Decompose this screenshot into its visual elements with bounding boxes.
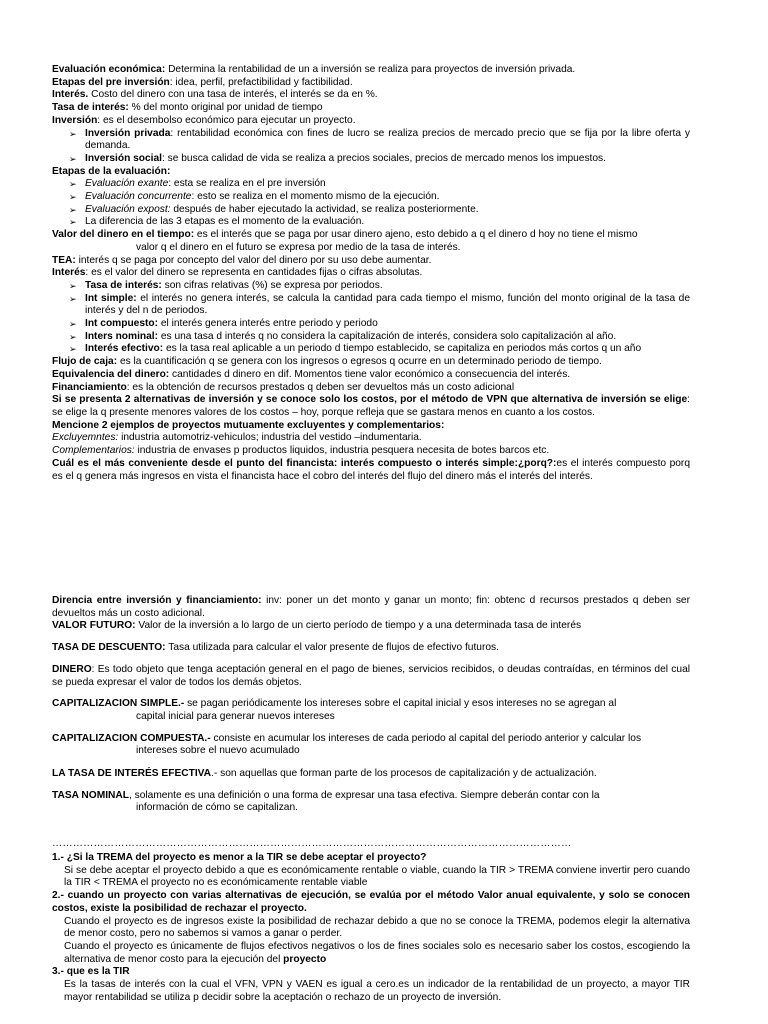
- bold-term: Cuál es el más conveniente desde el punto del financista: interés compuesto o interés simple:¿porq?:: [52, 457, 557, 469]
- arrow-bullet-icon: ➢: [69, 153, 77, 164]
- question: [52, 966, 690, 979]
- bold-term: Direncia entre inversión y financiamiento:: [52, 595, 262, 606]
- note-line: [52, 166, 690, 179]
- definition-text: Determina la rentabilidad de un a inversión se realiza para proyectos de inversión privada.: [165, 64, 576, 75]
- bullet-item: [52, 216, 690, 229]
- bold-term: Etapas del pre inversión: [52, 76, 170, 88]
- definition-text: Es la tasas de interés con la cual el VFN, VPN y VAEN es igual a cero.es un indicador de la rentabilidad de un proyecto, a mayor TIR mayor rentabilidad se utiliza p decidir sobre la aceptación o rechazo de un proyecto de inversión.: [64, 979, 690, 1003]
- definition-line: [52, 664, 690, 689]
- note-line: [52, 369, 690, 382]
- definition-line: [52, 768, 690, 781]
- note-line: [52, 89, 690, 102]
- definition-text: : rentabilidad económica con fines de lucro se realiza precios de mercado precio que se fija por la libre oferta y demanda.: [85, 127, 690, 152]
- definition-text: Cuando el proyecto es de ingresos existe la posibilidad de rechazar debido a que no se conoce la TREMA, podemos elegir la alternativa de menor costo, pero no sabemos si vamos a ganar o perder.: [64, 915, 690, 940]
- italic-term: Evaluación concurrente: [85, 191, 192, 203]
- bold-term: TASA NOMINAL: [52, 789, 129, 801]
- definition-text: : se busca calidad de vida se realiza a precios sociales, precios de mercado menos los impuestos.: [162, 152, 606, 164]
- definition-continuation: capital inicial para generar nuevos intereses: [136, 710, 335, 722]
- answer: [52, 916, 690, 941]
- notes-section-2: [52, 595, 690, 815]
- bold-term: Flujo de caja:: [52, 356, 118, 368]
- definition-line: [52, 620, 690, 633]
- question: [52, 852, 690, 865]
- bullet-item: [52, 331, 690, 344]
- definition-text: consiste en acumular los intereses de cada periodo al capital del periodo anterior y calcular los: [210, 732, 642, 744]
- bullet-item: [52, 318, 690, 331]
- question: [52, 890, 690, 915]
- dotted-separator: ……………………………………………………………………………………………………………………………………: [52, 838, 572, 849]
- definition-continuation: intereses sobre el nuevo acumulado: [136, 745, 300, 757]
- answer: [52, 979, 690, 1004]
- bold-term: Financiamiento: [52, 381, 127, 393]
- definition-text: después de haber ejecutado la actividad, se realiza posteriormente.: [170, 203, 479, 215]
- definition-text: inv: poner un det monto y ganar un monto; fin: obtenc d recursos prestados q deben ser devueltos más un costo adicional.: [52, 595, 690, 619]
- bold-term: 1.- ¿Si la TREMA del proyecto es menor a la TIR se debe aceptar el proyecto?: [52, 852, 427, 863]
- note-line: [52, 432, 690, 445]
- bold-term: Valor del dinero en el tiempo:: [52, 229, 195, 241]
- bold-term: 2.- cuando un proyecto con varias alternativas de ejecución, se evalúa por el método Valor anual equivalente, y solo se conocen costos, existe la posibilidad de rechazar el proyecto.: [52, 890, 690, 914]
- definition-text: es el interés compuesto porq es el q genera más ingresos en vista el financista hace el cobro del interés del flujo del dinero más el interés del interés.: [52, 457, 690, 482]
- bold-term: Inversión: [52, 114, 98, 126]
- bullet-item: [52, 343, 690, 356]
- note-line: [52, 394, 690, 419]
- definition-line: [52, 733, 690, 746]
- definition-text: : es el desembolso económico para ejecutar un proyecto.: [97, 114, 356, 126]
- bold-term: Int simple:: [85, 292, 137, 304]
- note-line: [52, 458, 690, 483]
- definition-text: Cuando el proyecto es únicamente de flujos efectivos negativos o los de fines sociales solo es necesario saber los costos, escogiendo la alternativa de menor costo para la ejecución del: [64, 940, 690, 965]
- notes-section-3: [52, 852, 690, 1004]
- bold-term: TEA:: [52, 254, 76, 266]
- bullet-item: [52, 191, 690, 204]
- bold-term: Inversión privada: [85, 127, 171, 139]
- definition-text: Si se debe aceptar el proyecto debido a que es económicamente rentable o viable, cuando la TIR > TREMA conviene invertir pero cuando la TIR < TREMA el proyecto no es económicamente rentable viable: [64, 864, 690, 889]
- definition-text: : idea, perfil, prefactibilidad y factibilidad.: [169, 76, 353, 88]
- definition-line: [52, 642, 690, 655]
- bold-term: VALOR FUTURO:: [52, 620, 136, 632]
- bullet-item: [52, 204, 690, 217]
- bullet-item: [52, 128, 690, 153]
- definition-text: es la tasa real aplicable a un periodo d tiempo establecido, se capitaliza en periodos más cortos q un año: [163, 343, 642, 355]
- bold-term: Inters nominal:: [85, 330, 159, 342]
- bold-term: Int compuesto:: [85, 318, 159, 330]
- italic-term: Evaluación expost:: [85, 203, 171, 215]
- definition-line: [52, 595, 690, 620]
- definition-line: [52, 790, 690, 803]
- bold-term: Mencione 2 ejemplos de proyectos mutuamente excluyentes y complementarios:: [52, 419, 445, 431]
- definition-text: : esta se realiza en el pre inversión: [168, 178, 326, 190]
- note-line: [52, 267, 690, 280]
- note-continuation: valor q el dinero en el futuro se expresa por medio de la tasa de interés.: [136, 241, 461, 253]
- definition-text: : esto se realiza en el momento mismo de la ejecución.: [191, 191, 440, 203]
- definition-text: Costo del dinero con una tasa de interés, el interés se da en %.: [88, 89, 378, 101]
- definition-text: : es la obtención de recursos prestados q deben ser devueltos más un costo adicional: [126, 381, 515, 393]
- definition-text: cantidades d dinero en dif. Momentos tiene valor económico a consecuencia del interés.: [169, 368, 571, 380]
- answer: [52, 865, 690, 890]
- arrow-bullet-icon: ➢: [69, 293, 77, 304]
- arrow-bullet-icon: ➢: [69, 319, 77, 330]
- definition-text: Tasa utilizada para calcular el valor presente de flujos de efectivo futuros.: [165, 642, 499, 654]
- definition-text: : es el valor del dinero se representa en cantidades fijas o cifras absolutas.: [85, 267, 423, 279]
- definition-text: , solamente es una definición o una forma de expresar una tasa efectiva. Siempre deberán contar con la: [128, 789, 600, 801]
- italic-term: Evaluación exante: [85, 178, 169, 190]
- arrow-bullet-icon: ➢: [69, 217, 77, 228]
- italic-term: Excluyemntes:: [52, 432, 119, 444]
- bold-term: Equivalencia del dinero:: [52, 368, 170, 380]
- definition-text: % del monto original por unidad de tiempo: [128, 102, 323, 114]
- note-line: [52, 102, 690, 115]
- bold-term: Tasa de interés:: [85, 279, 162, 291]
- note-line: [52, 382, 690, 395]
- definition-line: [52, 698, 690, 711]
- bold-term: Si se presenta 2 alternativas de inversión y se conoce solo los costos, por el método de VPN que alternativa de inversión se elige: [52, 394, 688, 406]
- definition-text: La diferencia de las 3 etapas es el momento de la evaluación.: [85, 216, 365, 228]
- definition-text: interés q se paga por concepto del valor del dinero por su uso debe aumentar.: [75, 254, 432, 266]
- definition-text: es una tasa d interés q no considera la capitalización de interés, considera solo capitalización al año.: [158, 330, 617, 342]
- bold-term: proyecto: [283, 953, 327, 965]
- arrow-bullet-icon: ➢: [69, 331, 77, 342]
- definition-text: se pagan periódicamente los intereses sobre el capital inicial y esos intereses no se agregan al: [184, 698, 617, 710]
- bold-term: Tasa de interés:: [52, 102, 129, 114]
- definition-text: : se elige la q presente menores valores de los costos – hoy, porque refleja que se gastara menos en cuanto a los costos.: [52, 394, 690, 418]
- arrow-bullet-icon: ➢: [69, 192, 77, 203]
- arrow-bullet-icon: ➢: [69, 128, 77, 139]
- definition-text: Valor de la inversión a lo largo de un cierto período de tiempo y a una determinada tasa de interés: [135, 620, 582, 632]
- arrow-bullet-icon: ➢: [69, 280, 77, 291]
- note-line: [52, 420, 690, 433]
- bullet-item: [52, 178, 690, 191]
- arrow-bullet-icon: ➢: [69, 204, 77, 215]
- bold-term: TASA DE DESCUENTO:: [52, 642, 166, 654]
- definition-text: el interés no genera interés, se calcula la cantidad para cada tiempo el mismo, función del monto original de la tasa de interés y del n de periodos.: [85, 292, 690, 317]
- bold-term: LA TASA DE INTERÉS EFECTIVA: [52, 768, 212, 780]
- bold-term: CAPITALIZACION COMPUESTA.-: [52, 732, 211, 744]
- bullet-item: [52, 293, 690, 318]
- answer: [52, 941, 690, 966]
- bold-term: Interés: [52, 267, 86, 279]
- bold-term: DINERO: [52, 663, 92, 675]
- italic-term: Complementarios:: [52, 445, 135, 457]
- note-line: [52, 445, 690, 458]
- definition-continuation: información de cómo se capitalizan.: [136, 802, 298, 814]
- bold-term: Evaluación económica:: [52, 64, 166, 75]
- definition-text: el interés genera interés entre periodo y periodo: [158, 318, 378, 330]
- bold-term: 3.- que es la TIR: [52, 966, 130, 978]
- bold-term: Inversión social: [85, 152, 163, 164]
- bold-term: Etapas de la evaluación:: [52, 165, 171, 177]
- arrow-bullet-icon: ➢: [69, 179, 77, 190]
- note-line: [52, 64, 690, 77]
- notes-section-1: [52, 64, 690, 483]
- note-line: [52, 356, 690, 369]
- note-line: [52, 229, 690, 242]
- bullet-item: [52, 280, 690, 293]
- bullet-item: [52, 153, 690, 166]
- note-line: [52, 115, 690, 128]
- bold-term: Interés.: [52, 89, 89, 101]
- bold-term: Interés efectivo:: [85, 343, 164, 355]
- definition-text: es la cuantificación q se genera con los ingresos o egresos q ocurre en un determinado periodo de tiempo.: [117, 356, 602, 368]
- definition-text: industria de envases p productos liquidos, industria pesquera necesita de botes barcos etc.: [134, 445, 550, 457]
- definition-text: .- son aquellas que forman parte de los procesos de capitalización y de actualización.: [211, 768, 597, 780]
- definition-text: : Es todo objeto que tenga aceptación general en el pago de bienes, servicios recibidos, o deudas contraídas, en términos del cual se pueda expresar el valor de todos los demás objetos.: [52, 663, 690, 688]
- bold-term: CAPITALIZACION SIMPLE.-: [52, 698, 185, 710]
- definition-text: industria automotriz-vehiculos; industria del vestido –indumentaria.: [118, 432, 422, 444]
- definition-text: es el interés que se paga por usar dinero ajeno, esto debido a q el dinero d hoy no tiene el mismo: [194, 229, 638, 241]
- note-line: [52, 77, 690, 90]
- definition-text: son cifras relativas (%) se expresa por periodos.: [161, 279, 383, 291]
- note-line: [52, 255, 690, 268]
- arrow-bullet-icon: ➢: [69, 344, 77, 355]
